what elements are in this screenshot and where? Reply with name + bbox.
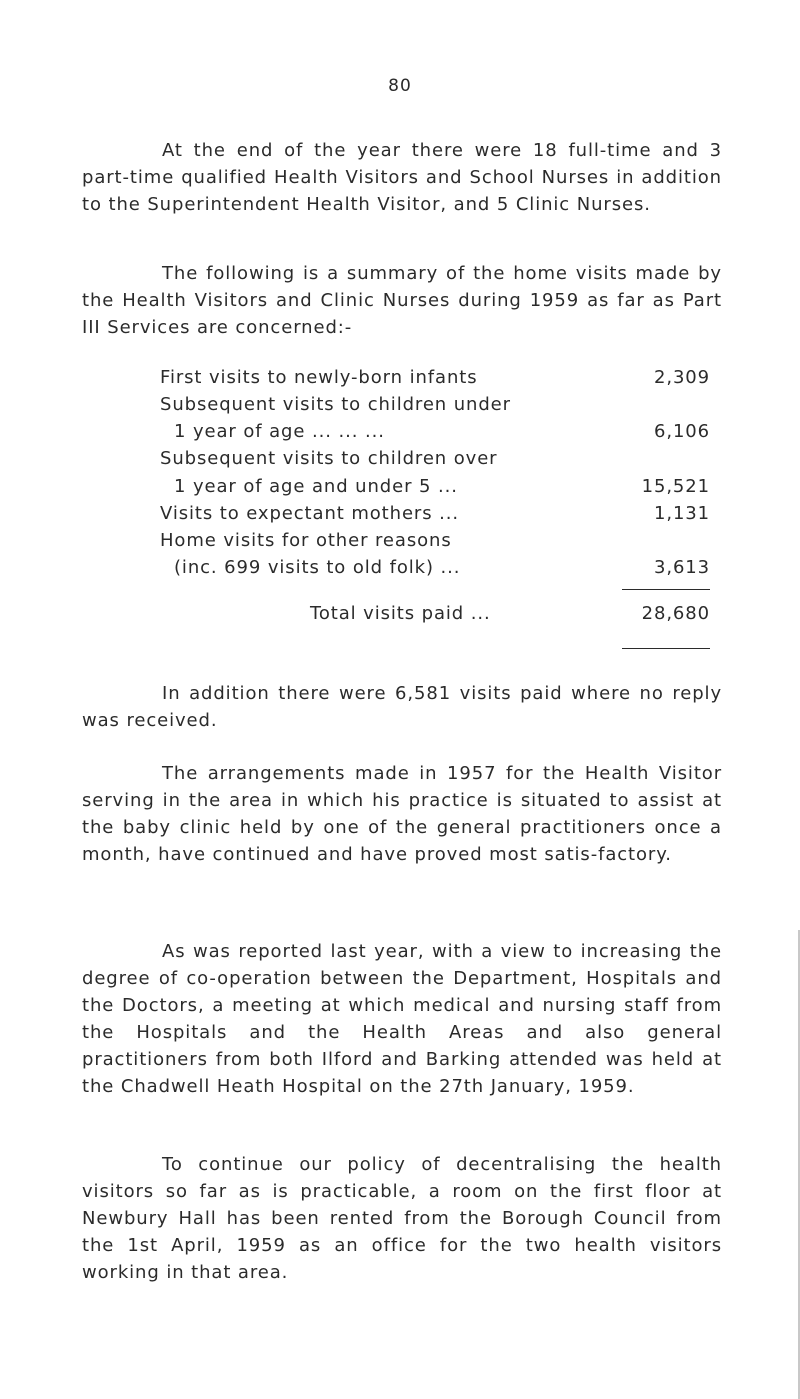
total-row: [160, 600, 710, 627]
paragraph-decentralising: To continue our policy of decentralising the health visitors so far as is practicable, a room on the first floor at Newbury Hall has been rented from the Borough Council from the 1st April, 1959 as an office for the two health visitors working in that area.: [82, 1154, 722, 1283]
total-value: 28,680: [641, 603, 710, 624]
row-value: 6,106: [653, 421, 710, 442]
row-label: Subsequent visits to children over: [160, 448, 498, 469]
subtotal-rule: [622, 589, 710, 590]
row-label: Subsequent visits to children under: [160, 394, 511, 415]
table-row: [160, 473, 710, 500]
row-label: 1 year of age and under 5 ...: [174, 476, 458, 497]
total-label: Total visits paid ...: [310, 603, 491, 624]
row-label: First visits to newly-born infants: [160, 367, 478, 388]
paragraph-staffing: At the end of the year there were 18 full-time and 3 part-time qualified Health Visitors and School Nurses in addition to the Superintendent Health Visitor, and 5 Clinic Nurses.: [82, 140, 722, 215]
row-value: 2,309: [653, 367, 710, 388]
row-label: Home visits for other reasons: [160, 530, 452, 551]
row-label: Visits to expectant mothers ...: [160, 503, 459, 524]
paragraph-cooperation: As was reported last year, with a view to increasing the degree of co-operation between the Department, Hospitals and the Doctors, a meeting at which medical and nursing staff from the Hospitals and the Health Areas and also general practitioners from both Ilford and Barking attended was held at the Chadwell Heath Hospital on the 27th January, 1959.: [82, 941, 722, 1097]
table-row: [160, 391, 710, 418]
table-row: [160, 418, 710, 445]
paragraph-no-reply: In addition there were 6,581 visits paid where no reply was received.: [82, 683, 722, 731]
row-label: 1 year of age ... ... ...: [174, 421, 385, 442]
table-row: [160, 364, 710, 391]
table-row: [160, 554, 710, 581]
row-value: 1,131: [653, 503, 710, 524]
total-rule: [622, 648, 710, 649]
table-row: [160, 445, 710, 472]
row-value: 15,521: [641, 476, 710, 497]
paragraph-arrangements: The arrangements made in 1957 for the Health Visitor serving in the area in which his practice is situated to assist at the baby clinic held by one of the general practitioners once a month, have continued and have proved most satis-factory.: [82, 763, 722, 865]
row-label: (inc. 699 visits to old folk) ...: [174, 557, 461, 578]
paragraph-visits-intro: The following is a summary of the home visits made by the Health Visitors and Clinic Nurses during 1959 as far as Part III Services are concerned:-: [82, 263, 722, 338]
row-value: 3,613: [653, 557, 710, 578]
page-number: 80: [388, 76, 412, 96]
table-row: [160, 500, 710, 527]
table-row: [160, 527, 710, 554]
